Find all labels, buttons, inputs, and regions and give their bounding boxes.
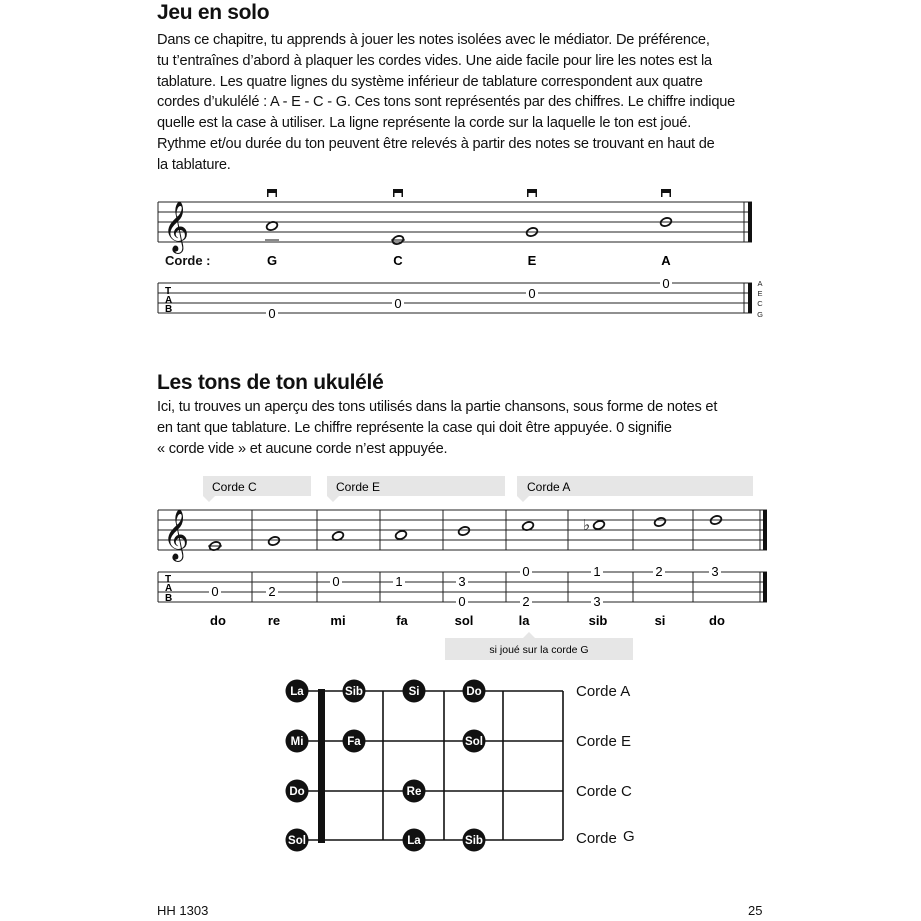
paragraph-line: Ici, tu trouves un aperçu des tons utilisés dans la partie chansons, sous forme de notes et [157, 399, 718, 415]
string-letter: E [527, 253, 537, 268]
tab-fret-number: 1 [593, 564, 601, 579]
tab-fret-number: 1 [395, 574, 403, 589]
downstroke-icon [661, 189, 671, 197]
tab-letter: T [165, 574, 172, 585]
downstroke-icon [393, 189, 403, 197]
tab-letter: A [165, 295, 173, 306]
note-head [395, 530, 408, 541]
paragraph-line: Rythme et/ou durée du ton peuvent être relevés à partir des notes se trouvant en haut de [157, 135, 715, 152]
note-name: do [210, 613, 226, 628]
string-row-label: Corde C [576, 783, 632, 800]
note-head [458, 526, 471, 537]
section-title-tons: Les tons de ton ukulélé [157, 371, 384, 394]
tab-fret-number-g: 3 [593, 594, 601, 609]
fret-dot-label: Sol [465, 736, 483, 748]
fret-dot-label: Si [408, 686, 420, 698]
tab-letter: B [165, 304, 173, 315]
paragraph-line: la tablature. [157, 156, 231, 173]
fret-dot-label: La [290, 686, 304, 698]
tab-fret-number: 3 [711, 564, 719, 579]
note-name: sib [588, 613, 608, 628]
tab-fret-number: 2 [268, 584, 276, 599]
treble-clef-icon: 𝄞 [163, 202, 190, 251]
note-head [654, 517, 667, 528]
staff-tones-overview [0, 470, 921, 665]
tab-fret-number: 0 [662, 276, 670, 291]
note-name: fa [396, 613, 408, 628]
flat-icon: ♭ [583, 517, 591, 534]
string-row-label: Corde E [576, 733, 632, 750]
fret-dot-label: Do [466, 686, 482, 698]
tab-fret-number: 0 [332, 574, 340, 589]
paragraph-line: Dans ce chapitre, tu apprends à jouer les notes isolées avec le médiator. De préférence, [157, 32, 710, 48]
tab-letter: A [165, 583, 173, 594]
tab-string-name: E [757, 289, 763, 298]
paragraph-line: tablature. Les quatre lignes du système inférieur de tablature correspondent aux quatre [157, 73, 703, 90]
tab-letter: T [165, 286, 172, 297]
tab-string-name: A [757, 279, 763, 288]
tab-fret-number: 0 [268, 306, 276, 321]
note-name: mi [330, 613, 346, 628]
note-name: la [518, 613, 530, 628]
fret-dot-label: La [407, 835, 421, 847]
downstroke-icon [527, 189, 537, 197]
tab-fret-number-g: 2 [522, 594, 530, 609]
fret-dot-label: Fa [347, 736, 361, 748]
tab-string-name: G [757, 310, 763, 319]
string-letter: A [661, 253, 671, 268]
tab-fret-number-g: 0 [458, 594, 466, 609]
treble-clef-icon: 𝄞 [163, 510, 190, 559]
banner-label: Corde A [527, 480, 571, 494]
banner-label: Corde E [336, 480, 381, 494]
fret-dot-label: Mi [290, 736, 304, 748]
note-name: do [709, 613, 725, 628]
section-title-jeu-en-solo: Jeu en solo [157, 1, 270, 24]
fret-dot-label: Do [289, 786, 305, 798]
fret-dot-label: Sib [345, 686, 363, 698]
string-letter: C [393, 253, 403, 268]
paragraph-line: quelle est la case à utiliser. La ligne représente la corde sur la laquelle le ton est joué. [157, 115, 692, 132]
downstroke-icon [267, 189, 277, 197]
tab-fret-number: 3 [458, 574, 466, 589]
tab-fret-number: 0 [528, 286, 536, 301]
paragraph-line: cordes d’ukulélé : A - E - C - G. Ces tons sont représentés par des chiffres. Le chiffre indique [157, 94, 736, 111]
staff-open-strings [0, 0, 921, 340]
fretboard-nut [318, 689, 325, 843]
banner-label: si joué sur la corde G [489, 644, 589, 656]
fretboard-diagram [0, 670, 921, 865]
banner-label: Corde C [212, 480, 257, 494]
string-row-label: Corde [576, 830, 617, 847]
tab-fret-number: 2 [655, 564, 663, 579]
tab-fret-number: 0 [394, 296, 402, 311]
string-row-label-suffix: G [623, 828, 635, 845]
paragraph-line: en tant que tablature. Le chiffre représente la case qui doit être appuyée. 0 signifie [157, 419, 672, 436]
note-name: sol [454, 613, 474, 628]
note-head [593, 520, 606, 531]
paragraph-line: tu t’entraînes d’abord à plaquer les cordes vides. Une aide facile pour lire les notes est la [157, 52, 712, 69]
string-letter: G [266, 253, 278, 268]
fret-dot-label: Sol [288, 835, 306, 847]
tab-string-name: C [757, 299, 763, 308]
paragraph-line: « corde vide » et aucune corde n’est appuyée. [157, 440, 448, 457]
tab-fret-number: 0 [522, 564, 530, 579]
note-name: si [654, 613, 666, 628]
tab-fret-number: 0 [211, 584, 219, 599]
string-row-label: Corde A [576, 683, 631, 700]
note-name: re [267, 613, 281, 628]
fret-dot-label: Sib [465, 835, 483, 847]
fret-dot-label: Re [406, 786, 422, 798]
page-number: 25 [748, 903, 763, 918]
tab-letter: B [165, 593, 173, 604]
tons-paragraph [157, 397, 717, 459]
footer-code: HH 1303 [157, 903, 209, 918]
corde-label: Corde : [165, 253, 211, 268]
note-head [268, 536, 281, 547]
